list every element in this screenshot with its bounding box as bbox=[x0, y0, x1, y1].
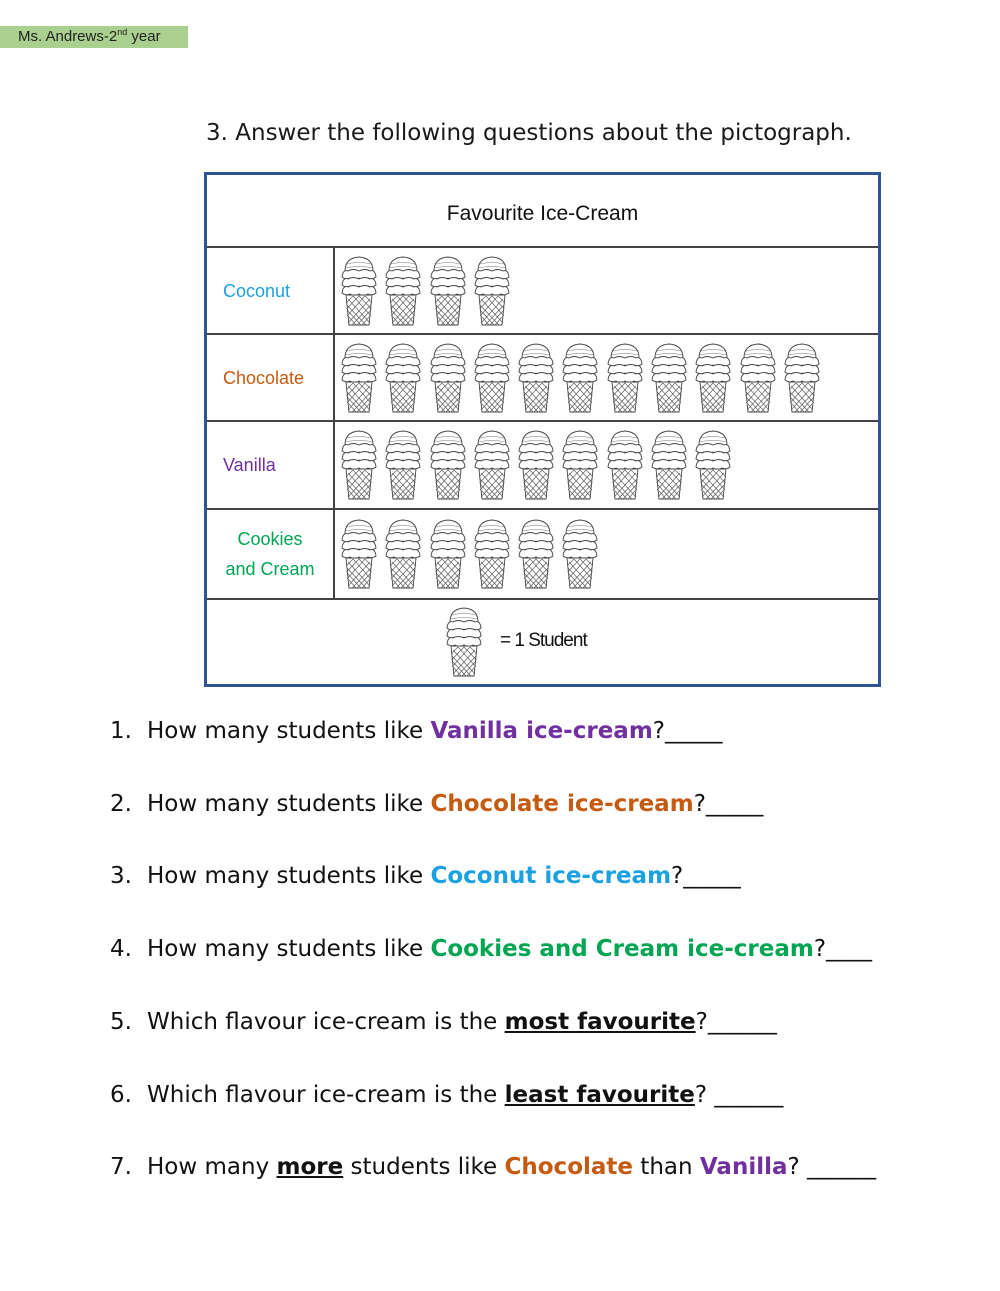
ice-cream-icon bbox=[605, 429, 645, 501]
ice-cream-icon bbox=[649, 342, 689, 414]
ice-cream-key-icon bbox=[444, 606, 484, 678]
pictograph-row bbox=[207, 335, 878, 422]
tag-prefix: Ms. Andrews-2 bbox=[18, 28, 118, 45]
question-flavour: Chocolate bbox=[504, 1154, 633, 1180]
pictograph-row bbox=[207, 510, 878, 600]
ice-cream-icon bbox=[339, 342, 379, 414]
answer-blank[interactable]: ?_____ bbox=[693, 791, 764, 817]
question-6 bbox=[110, 1082, 783, 1108]
ice-cream-icon bbox=[339, 429, 379, 501]
answer-blank[interactable]: ?_____ bbox=[652, 718, 723, 744]
question-number: 3. bbox=[110, 863, 132, 889]
question-number: 1. bbox=[110, 718, 132, 744]
ice-cream-icon bbox=[428, 518, 468, 590]
question-number: 7. bbox=[110, 1154, 132, 1180]
row-label bbox=[207, 335, 335, 420]
question-flavour: Vanilla bbox=[699, 1154, 788, 1180]
ice-cream-icon bbox=[428, 429, 468, 501]
ice-cream-icon bbox=[560, 429, 600, 501]
question-text: Which flavour ice-cream is the bbox=[147, 1082, 505, 1108]
ice-cream-icon bbox=[560, 342, 600, 414]
ice-cream-icon bbox=[605, 342, 645, 414]
ice-cream-icon bbox=[383, 518, 423, 590]
question-flavour: Coconut ice-cream bbox=[430, 863, 672, 889]
pictograph-row bbox=[207, 248, 878, 335]
question-text: How many bbox=[147, 1154, 277, 1180]
answer-blank[interactable]: ?______ bbox=[695, 1009, 777, 1035]
tag-sup: nd bbox=[117, 27, 128, 37]
ice-cream-icon bbox=[516, 429, 556, 501]
row-label-text: Cookies and Cream bbox=[225, 529, 315, 579]
question-number: 5. bbox=[110, 1009, 132, 1035]
answer-blank[interactable]: ? ______ bbox=[787, 1154, 877, 1180]
row-icons bbox=[338, 422, 738, 508]
pictograph-key bbox=[207, 600, 878, 684]
row-label bbox=[207, 248, 335, 333]
question-7 bbox=[110, 1154, 876, 1180]
ice-cream-icon bbox=[472, 255, 512, 327]
question-text: than bbox=[633, 1154, 700, 1180]
question-text: How many students like bbox=[147, 936, 431, 962]
question-2 bbox=[110, 791, 763, 817]
question-emphasis: least favourite bbox=[504, 1082, 695, 1108]
row-label-text: Coconut bbox=[223, 280, 291, 301]
question-number: 2. bbox=[110, 791, 132, 817]
answer-blank[interactable]: ?____ bbox=[813, 936, 873, 962]
ice-cream-icon bbox=[383, 342, 423, 414]
question-number: 4. bbox=[110, 936, 132, 962]
row-icons bbox=[338, 335, 826, 420]
question-text: How many students like bbox=[147, 718, 431, 744]
pictograph-row bbox=[207, 422, 878, 510]
row-label bbox=[207, 510, 335, 598]
ice-cream-icon bbox=[383, 429, 423, 501]
answer-blank[interactable]: ?_____ bbox=[671, 863, 741, 889]
pictograph bbox=[204, 172, 881, 687]
ice-cream-icon bbox=[738, 342, 778, 414]
ice-cream-icon bbox=[472, 429, 512, 501]
question-3 bbox=[110, 863, 741, 889]
ice-cream-icon bbox=[428, 255, 468, 327]
ice-cream-icon bbox=[649, 429, 689, 501]
question-number: 6. bbox=[110, 1082, 132, 1108]
ice-cream-icon bbox=[693, 342, 733, 414]
ice-cream-icon bbox=[472, 518, 512, 590]
question-text: students like bbox=[343, 1154, 505, 1180]
tag-suffix: year bbox=[127, 28, 161, 45]
ice-cream-icon bbox=[339, 255, 379, 327]
question-5 bbox=[110, 1009, 777, 1035]
ice-cream-icon bbox=[428, 342, 468, 414]
question-4 bbox=[110, 936, 872, 962]
ice-cream-icon bbox=[782, 342, 822, 414]
key-text: = 1 Student bbox=[500, 630, 587, 651]
ice-cream-icon bbox=[339, 518, 379, 590]
question-text: Which flavour ice-cream is the bbox=[147, 1009, 505, 1035]
row-icons bbox=[338, 510, 605, 598]
class-tag bbox=[0, 26, 188, 48]
row-label bbox=[207, 422, 335, 508]
question-text: How many students like bbox=[147, 863, 431, 889]
ice-cream-icon bbox=[383, 255, 423, 327]
row-label-text: Chocolate bbox=[223, 367, 305, 388]
row-icons bbox=[338, 248, 516, 333]
ice-cream-icon bbox=[516, 342, 556, 414]
ice-cream-icon bbox=[516, 518, 556, 590]
question-flavour: Chocolate ice-cream bbox=[430, 791, 694, 817]
instruction-heading: 3. Answer the following questions about the pictograph. bbox=[206, 120, 852, 146]
ice-cream-icon bbox=[693, 429, 733, 501]
pictograph-title: Favourite Ice-Cream bbox=[207, 175, 878, 248]
question-text: How many students like bbox=[147, 791, 431, 817]
ice-cream-icon bbox=[472, 342, 512, 414]
row-label-text: Vanilla bbox=[223, 455, 276, 475]
question-emphasis: more bbox=[276, 1154, 344, 1180]
question-1 bbox=[110, 718, 723, 744]
question-flavour: Cookies and Cream ice-cream bbox=[430, 936, 814, 962]
question-emphasis: most favourite bbox=[504, 1009, 696, 1035]
ice-cream-icon bbox=[560, 518, 600, 590]
answer-blank[interactable]: ? ______ bbox=[694, 1082, 784, 1108]
question-flavour: Vanilla ice-cream bbox=[430, 718, 653, 744]
